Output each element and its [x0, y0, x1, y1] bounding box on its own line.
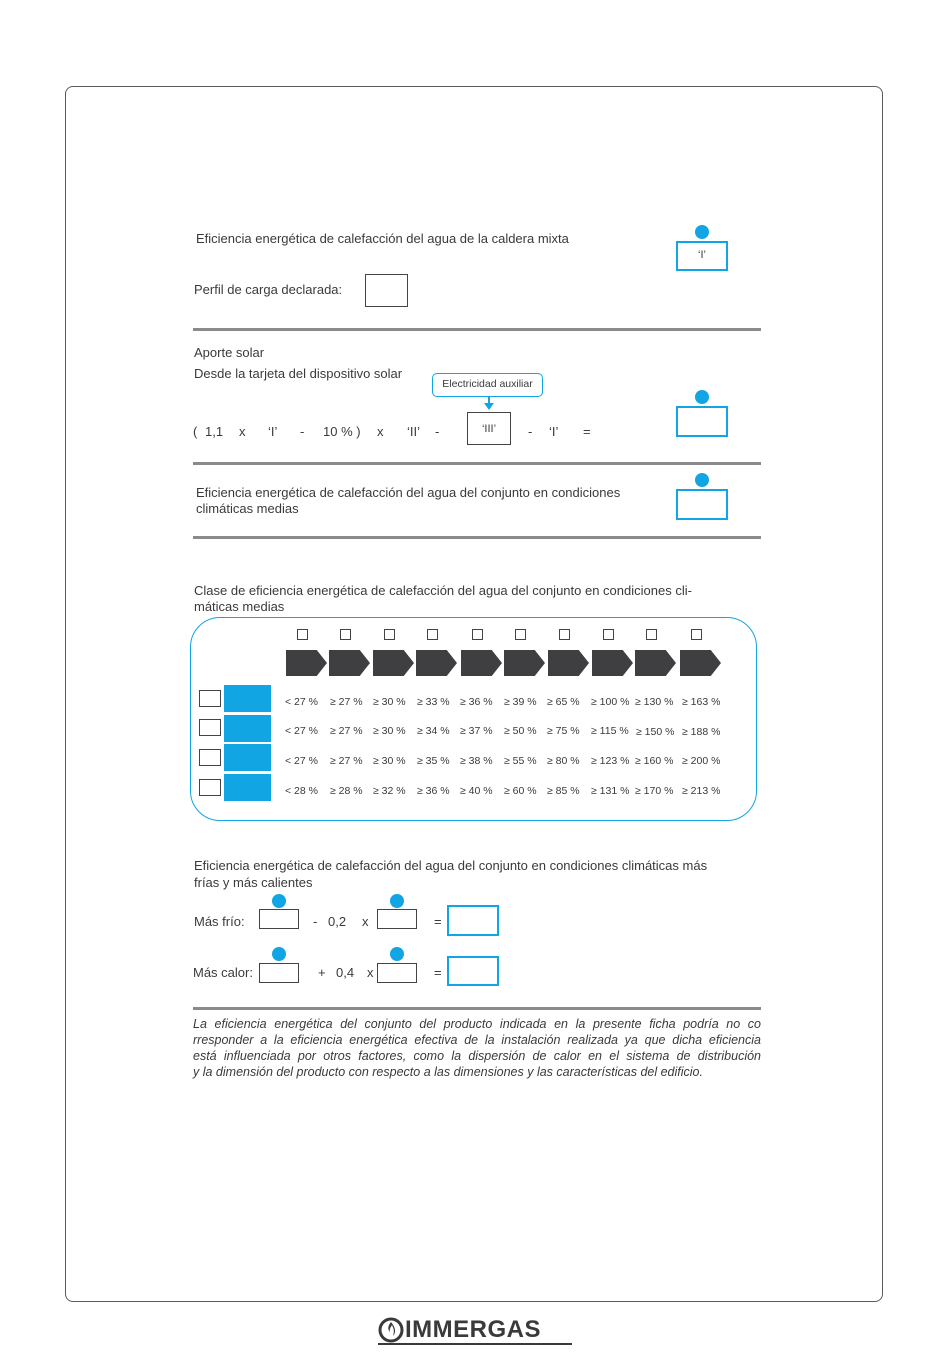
aux-electricity-box-label: ‘III’ — [481, 423, 497, 435]
disclaimer-line: está influenciada por otros factores, como la dispersión de calor en el sistema de distribución — [193, 1049, 761, 1063]
warmer-operator: + — [318, 965, 326, 980]
class-checkbox[interactable] — [691, 629, 702, 640]
threshold-cell: ≥ 163 % — [682, 696, 721, 708]
threshold-cell: ≥ 160 % — [635, 755, 674, 767]
profile-row-checkbox[interactable] — [199, 779, 221, 796]
class-title-line2: máticas medias — [194, 599, 285, 614]
result-box-i[interactable] — [676, 241, 728, 271]
formula-minus: - — [435, 424, 440, 439]
climate-title-line2: frías y más calientes — [194, 875, 313, 890]
formula-percent: 10 % ) — [323, 424, 361, 439]
class-checkbox[interactable] — [515, 629, 526, 640]
profile-row-checkbox[interactable] — [199, 749, 221, 766]
threshold-cell: ≥ 34 % — [417, 725, 450, 737]
colder-operator: - — [313, 914, 318, 929]
profile-row-swatch — [224, 744, 271, 771]
class-checkbox[interactable] — [427, 629, 438, 640]
marker-dot-icon — [695, 390, 709, 404]
divider — [193, 536, 761, 539]
formula-ref-i: ‘I’ — [268, 424, 278, 439]
threshold-cell: ≥ 30 % — [373, 725, 406, 737]
colder-input-b[interactable] — [377, 909, 417, 929]
threshold-cell: ≥ 188 % — [682, 726, 721, 738]
brand-underline — [378, 1343, 572, 1345]
aux-electricity-label: Electricidad auxiliar — [442, 378, 533, 390]
class-checkbox[interactable] — [559, 629, 570, 640]
colder-times: x — [362, 914, 369, 929]
marker-dot-icon — [272, 894, 286, 908]
marker-dot-icon — [695, 225, 709, 239]
result-box-i-label: ‘I’ — [698, 249, 706, 261]
package-efficiency-line1: Eficiencia energética de calefacción del agua del conjunto en condiciones — [196, 485, 621, 500]
marker-dot-icon — [695, 473, 709, 487]
threshold-cell: ≥ 35 % — [417, 755, 450, 767]
aux-electricity-box[interactable] — [467, 412, 511, 445]
threshold-cell: ≥ 27 % — [330, 725, 363, 737]
climate-title-line1: Eficiencia energética de calefacción del agua del conjunto en condiciones climáticas más — [194, 858, 708, 873]
formula-factor: 1,1 — [205, 424, 224, 439]
formula-minus: - — [528, 424, 533, 439]
class-checkbox[interactable] — [384, 629, 395, 640]
formula-open: ( — [193, 424, 198, 439]
divider — [193, 328, 761, 331]
package-efficiency-box[interactable] — [676, 489, 728, 520]
marker-dot-icon — [272, 947, 286, 961]
callout-arrow-icon — [484, 403, 494, 410]
threshold-cell: ≥ 75 % — [547, 725, 580, 737]
threshold-cell: ≥ 39 % — [504, 696, 537, 708]
threshold-cell: ≥ 131 % — [591, 785, 630, 797]
colder-result-box[interactable] — [447, 905, 499, 936]
threshold-cell: ≥ 100 % — [591, 696, 630, 708]
warmer-result-box[interactable] — [447, 956, 499, 986]
threshold-cell: ≥ 200 % — [682, 755, 721, 767]
class-title-line1: Clase de eficiencia energética de calefacción del agua del conjunto en condiciones cli- — [194, 583, 692, 598]
class-checkbox[interactable] — [472, 629, 483, 640]
profile-row-swatch — [224, 774, 271, 801]
threshold-cell: ≥ 123 % — [591, 755, 630, 767]
colder-equals: = — [434, 914, 442, 929]
threshold-cell: ≥ 37 % — [460, 725, 493, 737]
threshold-cell: ≥ 170 % — [635, 785, 674, 797]
warmer-equals: = — [434, 965, 442, 980]
dhw-efficiency-title: Eficiencia energética de calefacción del agua de la caldera mixta — [196, 231, 569, 246]
threshold-cell: ≥ 40 % — [460, 785, 493, 797]
warmer-input-b[interactable] — [377, 963, 417, 983]
threshold-cell: < 27 % — [285, 725, 318, 737]
threshold-cell: ≥ 55 % — [504, 755, 537, 767]
warmer-factor: 0,4 — [336, 965, 355, 980]
disclaimer-line: La eficiencia energética del conjunto del producto indicada en la presente ficha podría no co — [193, 1017, 761, 1031]
threshold-cell: ≥ 213 % — [682, 785, 721, 797]
threshold-cell: ≥ 27 % — [330, 755, 363, 767]
threshold-cell: ≥ 27 % — [330, 696, 363, 708]
load-profile-box[interactable] — [365, 274, 408, 307]
threshold-cell: ≥ 150 % — [636, 726, 675, 738]
threshold-cell: < 27 % — [285, 755, 318, 767]
threshold-cell: ≥ 50 % — [504, 725, 537, 737]
package-efficiency-line2: climáticas medias — [196, 501, 299, 516]
formula-ref-i: ‘I’ — [549, 424, 559, 439]
threshold-cell: ≥ 30 % — [373, 755, 406, 767]
divider — [193, 462, 761, 465]
threshold-cell: ≥ 33 % — [417, 696, 450, 708]
threshold-cell: ≥ 30 % — [373, 696, 406, 708]
marker-dot-icon — [390, 894, 404, 908]
threshold-cell: ≥ 32 % — [373, 785, 406, 797]
class-checkbox[interactable] — [603, 629, 614, 640]
solar-subtitle: Desde la tarjeta del dispositivo solar — [194, 366, 403, 381]
threshold-cell: ≥ 36 % — [460, 696, 493, 708]
marker-dot-icon — [390, 947, 404, 961]
threshold-cell: ≥ 85 % — [547, 785, 580, 797]
threshold-cell: ≥ 80 % — [547, 755, 580, 767]
flame-logo-icon — [378, 1317, 404, 1343]
threshold-cell: ≥ 38 % — [460, 755, 493, 767]
formula-minus: - — [300, 424, 305, 439]
disclaimer-line: y la dimensión del producto con respecto a las dimensiones y las características del edificio. — [193, 1065, 703, 1079]
threshold-cell: < 28 % — [285, 785, 318, 797]
warmer-label: Más calor: — [193, 965, 253, 980]
brand-wordmark: IMMERGAS — [405, 1316, 541, 1343]
colder-input-a[interactable] — [259, 909, 299, 929]
threshold-cell: ≥ 28 % — [330, 785, 363, 797]
colder-factor: 0,2 — [328, 914, 347, 929]
threshold-cell: ≥ 65 % — [547, 696, 580, 708]
class-checkbox[interactable] — [297, 629, 308, 640]
threshold-cell: ≥ 130 % — [635, 696, 674, 708]
profile-row-swatch — [224, 715, 271, 742]
solar-title: Aporte solar — [194, 345, 265, 360]
solar-result-box[interactable] — [676, 406, 728, 437]
formula-equals: = — [583, 424, 591, 439]
aux-electricity-callout — [432, 373, 543, 397]
threshold-cell: < 27 % — [285, 696, 318, 708]
class-checkbox[interactable] — [646, 629, 657, 640]
warmer-input-a[interactable] — [259, 963, 299, 983]
class-checkbox[interactable] — [340, 629, 351, 640]
profile-row-checkbox[interactable] — [199, 690, 221, 707]
formula-times: x — [377, 424, 384, 439]
formula-ref-ii: ‘II’ — [407, 424, 420, 439]
formula-times: x — [239, 424, 246, 439]
threshold-cell: ≥ 36 % — [417, 785, 450, 797]
threshold-cell: ≥ 115 % — [591, 725, 629, 737]
disclaimer-line: rresponder a la eficiencia energética efectiva de la instalación realizada ya que dicha eficiencia — [193, 1033, 761, 1047]
profile-row-swatch — [224, 685, 271, 712]
threshold-cell: ≥ 60 % — [504, 785, 537, 797]
colder-label: Más frío: — [194, 914, 245, 929]
load-profile-label: Perfil de carga declarada: — [194, 282, 343, 297]
divider — [193, 1007, 761, 1010]
disclaimer-note — [193, 1016, 761, 1080]
immergas-logo — [378, 1316, 572, 1344]
profile-row-checkbox[interactable] — [199, 719, 221, 736]
warmer-times: x — [367, 965, 374, 980]
